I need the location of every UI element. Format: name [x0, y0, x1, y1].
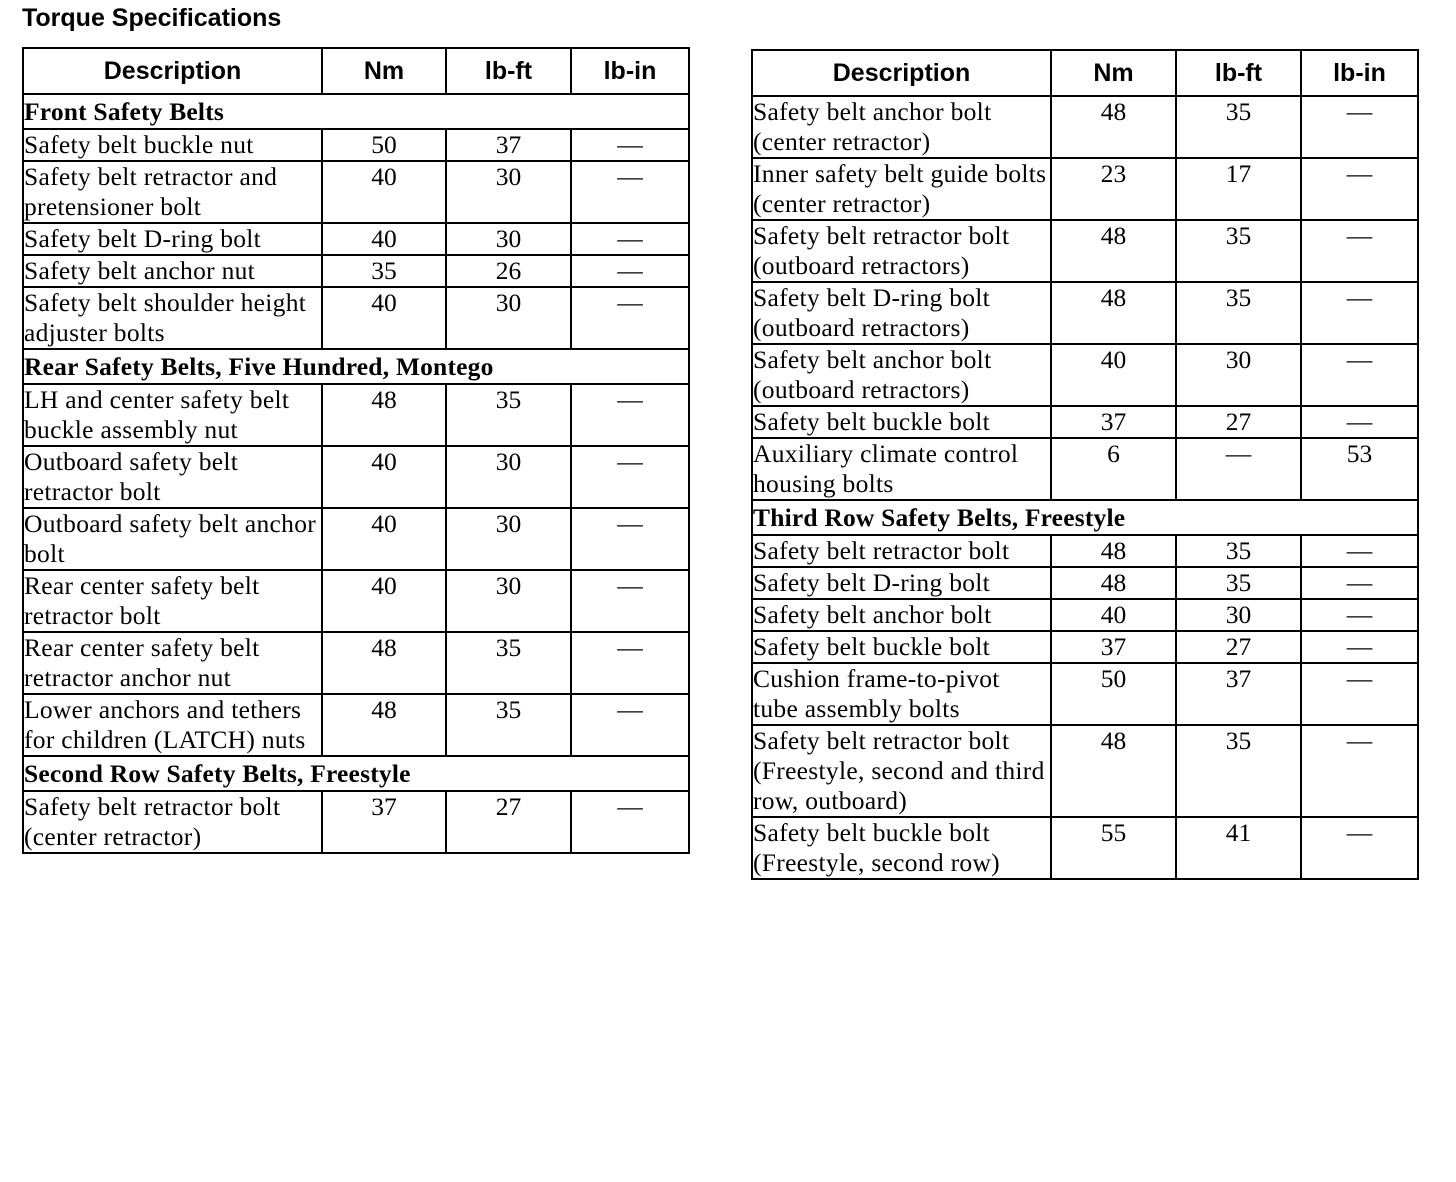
table-row [23, 570, 689, 632]
section-heading: Rear Safety Belts, Five Hundred, Montego [23, 349, 689, 384]
nm-cell: 35 [322, 255, 446, 287]
column-header-description: Description [752, 50, 1051, 96]
description-cell: Outboard safety belt retractor bolt [23, 446, 322, 508]
lb-in-cell: — [571, 446, 689, 508]
table-row [23, 223, 689, 255]
lb-in-cell: — [1301, 631, 1418, 663]
column-header-description: Description [23, 48, 322, 94]
description-cell: Safety belt buckle bolt [752, 631, 1051, 663]
lb-ft-cell: 30 [1176, 599, 1301, 631]
lb-ft-cell: 30 [446, 287, 571, 349]
section-row [23, 349, 689, 384]
nm-cell: 40 [322, 287, 446, 349]
description-cell: Inner safety belt guide bolts (center retractor) [752, 158, 1051, 220]
description-cell: Safety belt retractor and pretensioner bolt [23, 161, 322, 223]
table-row [752, 817, 1418, 879]
lb-in-cell: — [571, 694, 689, 756]
lb-ft-cell: 30 [446, 570, 571, 632]
description-cell: Safety belt retractor bolt (Freestyle, second and third row, outboard) [752, 725, 1051, 817]
section-row [752, 500, 1418, 535]
lb-ft-cell: 35 [1176, 535, 1301, 567]
lb-in-cell: — [1301, 599, 1418, 631]
description-cell: Safety belt shoulder height adjuster bolts [23, 287, 322, 349]
description-cell: Safety belt anchor bolt (outboard retractors) [752, 344, 1051, 406]
column-header-lb-ft: lb-ft [446, 48, 571, 94]
description-cell: Safety belt anchor bolt [752, 599, 1051, 631]
description-cell: Lower anchors and tethers for children (LATCH) nuts [23, 694, 322, 756]
lb-in-cell: 53 [1301, 438, 1418, 500]
table-row [752, 282, 1418, 344]
lb-ft-cell: 35 [446, 632, 571, 694]
description-cell: Safety belt D-ring bolt (outboard retractors) [752, 282, 1051, 344]
lb-in-cell: — [1301, 406, 1418, 438]
table-row [23, 161, 689, 223]
nm-cell: 48 [1051, 535, 1176, 567]
description-cell: Safety belt D-ring bolt [752, 567, 1051, 599]
lb-ft-cell: 35 [1176, 282, 1301, 344]
page-title: Torque Specifications [22, 4, 282, 32]
nm-cell: 40 [322, 570, 446, 632]
section-row [23, 94, 689, 129]
description-cell: Safety belt anchor nut [23, 255, 322, 287]
table-row [752, 438, 1418, 500]
description-cell: Safety belt buckle nut [23, 129, 322, 161]
description-cell: LH and center safety belt buckle assembly nut [23, 384, 322, 446]
lb-in-cell: — [1301, 344, 1418, 406]
lb-in-cell: — [571, 384, 689, 446]
section-heading: Second Row Safety Belts, Freestyle [23, 756, 689, 791]
section-heading: Third Row Safety Belts, Freestyle [752, 500, 1418, 535]
nm-cell: 40 [322, 446, 446, 508]
nm-cell: 37 [1051, 631, 1176, 663]
lb-in-cell: — [1301, 158, 1418, 220]
lb-ft-cell: 27 [1176, 631, 1301, 663]
table-row [752, 158, 1418, 220]
nm-cell: 40 [322, 161, 446, 223]
table-row [752, 725, 1418, 817]
lb-ft-cell: 35 [1176, 96, 1301, 158]
table-row [752, 663, 1418, 725]
nm-cell: 40 [1051, 599, 1176, 631]
section-heading: Front Safety Belts [23, 94, 689, 129]
column-header-nm: Nm [1051, 50, 1176, 96]
torque-table-left [22, 47, 690, 854]
lb-ft-cell: 30 [1176, 344, 1301, 406]
lb-ft-cell: 37 [446, 129, 571, 161]
nm-cell: 50 [322, 129, 446, 161]
nm-cell: 23 [1051, 158, 1176, 220]
nm-cell: 37 [1051, 406, 1176, 438]
table-row [752, 535, 1418, 567]
table-row [23, 255, 689, 287]
header-row [752, 50, 1418, 96]
nm-cell: 48 [322, 694, 446, 756]
lb-ft-cell: 35 [446, 694, 571, 756]
nm-cell: 48 [1051, 567, 1176, 599]
description-cell: Outboard safety belt anchor bolt [23, 508, 322, 570]
description-cell: Safety belt buckle bolt [752, 406, 1051, 438]
lb-in-cell: — [571, 223, 689, 255]
lb-in-cell: — [1301, 96, 1418, 158]
table-row [23, 791, 689, 853]
lb-ft-cell: 35 [446, 384, 571, 446]
lb-in-cell: — [571, 255, 689, 287]
lb-in-cell: — [1301, 725, 1418, 817]
nm-cell: 55 [1051, 817, 1176, 879]
table-row [752, 96, 1418, 158]
lb-in-cell: — [571, 287, 689, 349]
nm-cell: 50 [1051, 663, 1176, 725]
table-row [23, 384, 689, 446]
table-row [23, 287, 689, 349]
table-row [23, 508, 689, 570]
lb-in-cell: — [1301, 220, 1418, 282]
table-row [752, 220, 1418, 282]
lb-ft-cell: — [1176, 438, 1301, 500]
lb-in-cell: — [571, 791, 689, 853]
table-row [752, 406, 1418, 438]
lb-in-cell: — [571, 508, 689, 570]
header-row [23, 48, 689, 94]
table-row [752, 599, 1418, 631]
description-cell: Safety belt retractor bolt (outboard retractors) [752, 220, 1051, 282]
lb-ft-cell: 35 [1176, 567, 1301, 599]
section-row [23, 756, 689, 791]
nm-cell: 48 [322, 384, 446, 446]
description-cell: Safety belt buckle bolt (Freestyle, second row) [752, 817, 1051, 879]
table-row [752, 567, 1418, 599]
nm-cell: 48 [1051, 220, 1176, 282]
lb-ft-cell: 27 [446, 791, 571, 853]
lb-in-cell: — [571, 161, 689, 223]
lb-ft-cell: 27 [1176, 406, 1301, 438]
lb-ft-cell: 41 [1176, 817, 1301, 879]
lb-in-cell: — [571, 570, 689, 632]
lb-ft-cell: 26 [446, 255, 571, 287]
description-cell: Auxiliary climate control housing bolts [752, 438, 1051, 500]
nm-cell: 48 [1051, 725, 1176, 817]
nm-cell: 40 [322, 223, 446, 255]
lb-ft-cell: 30 [446, 161, 571, 223]
lb-ft-cell: 17 [1176, 158, 1301, 220]
column-header-nm: Nm [322, 48, 446, 94]
table-row [23, 446, 689, 508]
lb-in-cell: — [1301, 282, 1418, 344]
nm-cell: 48 [1051, 96, 1176, 158]
lb-in-cell: — [571, 129, 689, 161]
table-row [23, 632, 689, 694]
nm-cell: 48 [1051, 282, 1176, 344]
lb-ft-cell: 37 [1176, 663, 1301, 725]
table-row [23, 694, 689, 756]
nm-cell: 40 [322, 508, 446, 570]
lb-ft-cell: 30 [446, 223, 571, 255]
description-cell: Rear center safety belt retractor anchor nut [23, 632, 322, 694]
lb-ft-cell: 30 [446, 508, 571, 570]
column-header-lb-in: lb-in [571, 48, 689, 94]
lb-ft-cell: 35 [1176, 725, 1301, 817]
table-row [23, 129, 689, 161]
description-cell: Safety belt D-ring bolt [23, 223, 322, 255]
torque-table-right [751, 49, 1419, 880]
description-cell: Rear center safety belt retractor bolt [23, 570, 322, 632]
lb-ft-cell: 35 [1176, 220, 1301, 282]
nm-cell: 40 [1051, 344, 1176, 406]
lb-in-cell: — [571, 632, 689, 694]
lb-in-cell: — [1301, 535, 1418, 567]
description-cell: Safety belt retractor bolt [752, 535, 1051, 567]
table-row [752, 631, 1418, 663]
lb-in-cell: — [1301, 567, 1418, 599]
column-header-lb-ft: lb-ft [1176, 50, 1301, 96]
lb-in-cell: — [1301, 817, 1418, 879]
nm-cell: 48 [322, 632, 446, 694]
lb-in-cell: — [1301, 663, 1418, 725]
nm-cell: 6 [1051, 438, 1176, 500]
description-cell: Cushion frame-to-pivot tube assembly bolts [752, 663, 1051, 725]
description-cell: Safety belt retractor bolt (center retractor) [23, 791, 322, 853]
column-header-lb-in: lb-in [1301, 50, 1418, 96]
table-row [752, 344, 1418, 406]
description-cell: Safety belt anchor bolt (center retractor) [752, 96, 1051, 158]
lb-ft-cell: 30 [446, 446, 571, 508]
nm-cell: 37 [322, 791, 446, 853]
